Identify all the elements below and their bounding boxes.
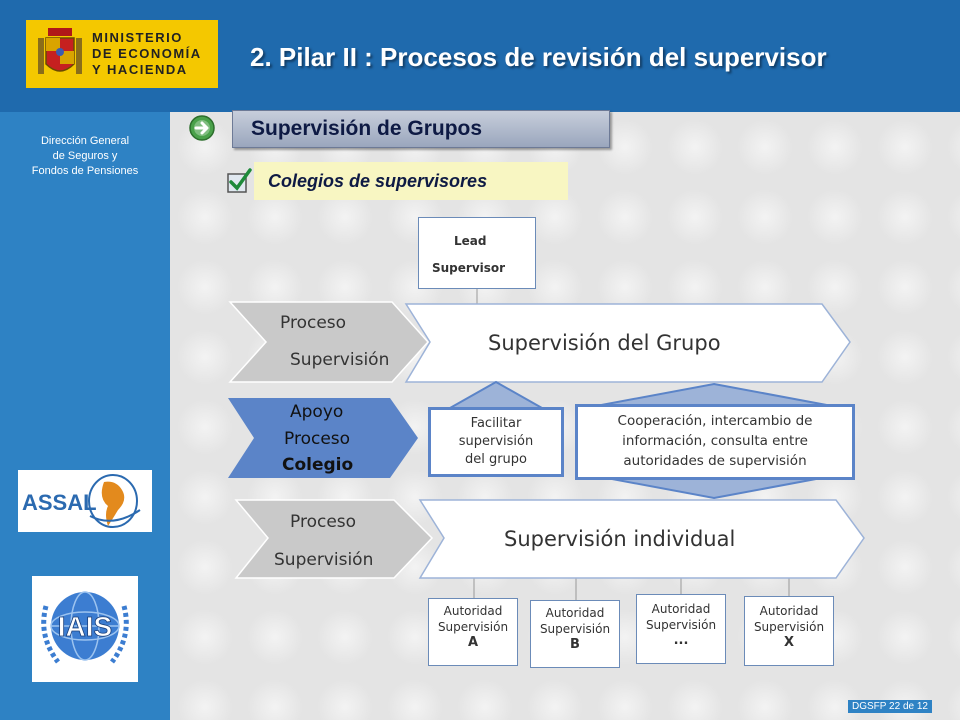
row3-left-line1: Proceso — [290, 512, 357, 532]
double-arrow-up-icon — [596, 384, 832, 406]
logo-line: Y HACIENDA — [92, 62, 188, 77]
facilitate-line: del grupo — [464, 452, 528, 467]
authority-line: Supervisión — [539, 622, 611, 636]
authority-line: Autoridad — [759, 604, 819, 618]
row2-left-line2: Proceso — [284, 429, 351, 449]
org-line: Fondos de Pensiones — [31, 165, 139, 177]
iais-text: IAIS — [57, 611, 113, 642]
subsection-title: Colegios de supervisores — [268, 171, 488, 191]
authority-line: Supervisión — [753, 620, 825, 634]
logo-line: MINISTERIO — [92, 30, 183, 45]
authority-box-etc — [636, 594, 726, 664]
row1-left-line2: Supervisión — [290, 350, 390, 370]
lead-supervisor-box — [418, 217, 536, 289]
facilitate-line: Facilitar — [470, 416, 522, 431]
authority-id: X — [783, 635, 795, 650]
row2-left-line3: Colegio — [282, 455, 354, 475]
row1-left-line1: Proceso — [280, 313, 347, 333]
page-title: 2. Pilar II : Procesos de revisión del supervisor — [250, 42, 827, 72]
cooperation-box — [575, 404, 855, 480]
authority-line: Supervisión — [437, 620, 509, 634]
cooperation-line: autoridades de supervisión — [623, 453, 807, 469]
authority-line: Autoridad — [443, 604, 503, 618]
authority-id: A — [467, 635, 479, 650]
authority-id: ... — [673, 633, 689, 648]
authority-line: Supervisión — [645, 618, 717, 632]
facilitate-box — [428, 407, 564, 477]
authority-line: Autoridad — [651, 602, 711, 616]
cooperation-line: información, consulta entre — [622, 433, 808, 449]
org-line: de Seguros y — [52, 150, 118, 162]
authority-box-x — [744, 596, 834, 666]
row3-left-line2: Supervisión — [274, 550, 374, 570]
up-arrow-icon — [450, 382, 542, 408]
authority-box-a — [428, 598, 518, 666]
section-title: Supervisión de Grupos — [251, 117, 483, 140]
org-line: Dirección General — [40, 135, 130, 147]
logo-line: DE ECONOMÍA — [92, 46, 202, 61]
row2-left-line1: Apoyo — [290, 402, 344, 422]
group-supervision-label: Supervisión del Grupo — [488, 331, 721, 355]
lead-label: Lead — [454, 234, 487, 248]
cooperation-line: Cooperación, intercambio de — [617, 413, 813, 429]
supervisor-label: Supervisor — [432, 261, 506, 275]
individual-supervision-label: Supervisión individual — [504, 527, 736, 551]
authority-id: B — [570, 637, 580, 652]
facilitate-line: supervisión — [458, 434, 534, 449]
assal-text: ASSAL — [22, 490, 97, 515]
page-number: DGSFP 22 de 12 — [848, 700, 932, 713]
authority-box-b — [530, 600, 620, 668]
authority-line: Autoridad — [545, 606, 605, 620]
